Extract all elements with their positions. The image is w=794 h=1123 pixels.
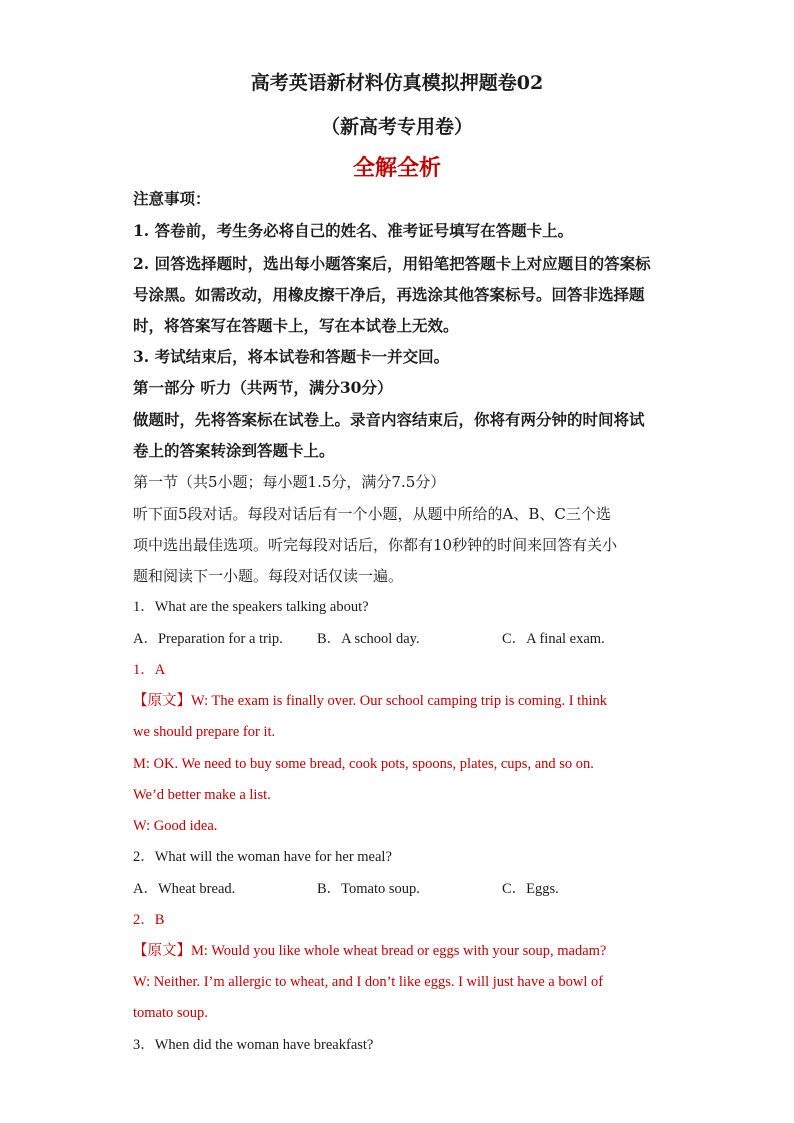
section-instruction: 题和阅读下一小题。每段对话仅读一遍。 (133, 567, 404, 585)
option-a: A．Wheat bread. (133, 881, 236, 897)
section-instruction: 项中选出最佳选项。听完每段对话后，你都有10秒钟的时间来回答有关小 (133, 536, 618, 554)
option-c: C．A final exam. (502, 631, 605, 647)
transcript-line: tomato soup. (133, 1005, 208, 1021)
notice-line: 2. 回答选择题时，选出每小题答案后，用铅笔把答题卡上对应题目的答案标 (133, 254, 651, 273)
transcript-line: We’d better make a list. (133, 787, 271, 803)
part-instruction: 卷上的答案转涂到答题卡上。 (133, 441, 335, 460)
part-instruction: 做题时，先将答案标在试卷上。录音内容结束后，你将有两分钟的时间将试 (133, 410, 645, 429)
answer: 2．B (133, 912, 165, 928)
section-heading: 第一节（共5小题；每小题1.5分，满分7.5分） (133, 473, 446, 491)
option-b: B．A school day. (317, 631, 420, 647)
part-heading: 第一部分 听力（共两节，满分30分） (133, 378, 393, 397)
transcript-line: W: Neither. I’m allergic to wheat, and I don’t like eggs. I will just have a bowl of (133, 974, 604, 990)
notice-heading: 注意事项： (133, 189, 211, 208)
question-stem: 1．What are the speakers talking about? (133, 599, 369, 615)
transcript-line: 【原文】W: The exam is finally over. Our school camping trip is coming. I think (133, 693, 607, 709)
option-c: C．Eggs. (502, 881, 559, 897)
page-title: 高考英语新材料仿真模拟押题卷02 (250, 72, 544, 94)
page-subtitle: （新高考专用卷） (320, 116, 473, 138)
option-a: A．Preparation for a trip. (133, 631, 283, 647)
transcript-tag: 【原文】 (133, 693, 191, 709)
question-stem: 3．When did the woman have breakfast? (133, 1037, 374, 1053)
notice-line: 1. 答卷前，考生务必将自己的姓名、准考证号填写在答题卡上。 (133, 221, 574, 240)
section-instruction: 听下面5段对话。每段对话后有一个小题，从题中所给的A、B、C三个选 (133, 505, 611, 523)
notice-line: 3. 考试结束后，将本试卷和答题卡一并交回。 (133, 347, 450, 366)
transcript-line: 【原文】M: Would you like whole wheat bread or eggs with your soup, madam? (133, 943, 607, 959)
notice-line: 时，将答案写在答题卡上，写在本试卷上无效。 (133, 316, 459, 335)
question-stem: 2．What will the woman have for her meal? (133, 849, 392, 865)
transcript-line: we should prepare for it. (133, 724, 276, 740)
option-b: B．Tomato soup. (317, 881, 420, 897)
notice-line: 号涂黑。如需改动，用橡皮擦干净后，再选涂其他答案标号。回答非选择题 (133, 285, 645, 304)
transcript-line: W: Good idea. (133, 818, 218, 834)
solution-label: 全解全析 (352, 155, 441, 181)
answer: 1．A (133, 662, 166, 678)
transcript-tag: 【原文】 (133, 943, 191, 959)
transcript-line: M: OK. We need to buy some bread, cook pots, spoons, plates, cups, and so on. (133, 756, 594, 772)
